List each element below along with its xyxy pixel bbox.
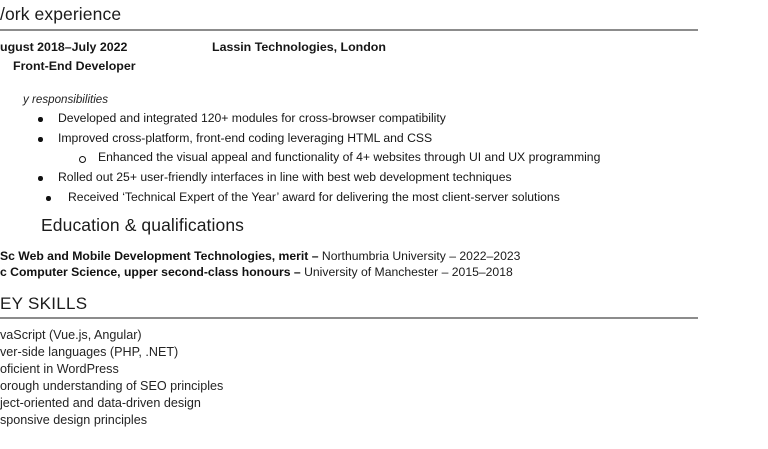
skill-item: sponsive design principles — [0, 413, 148, 427]
responsibility-item: Improved cross-platform, front-end coding leveraging HTML and CSS — [58, 131, 433, 145]
bullet-circle-icon — [79, 156, 86, 163]
skill-item: orough understanding of SEO principles — [0, 379, 224, 393]
work-entry-role: Front-End Developer — [13, 59, 136, 73]
responsibility-item: Rolled out 25+ user-friendly interfaces in line with best web development techniques — [58, 170, 512, 184]
work-entry-dates: ugust 2018–July 2022 — [0, 40, 128, 54]
skill-item: vaScript (Vue.js, Angular) — [0, 328, 142, 342]
education-institution: University of Manchester – 2015–2018 — [300, 265, 513, 279]
bullet-disc-icon — [38, 176, 43, 181]
key-skills-divider — [0, 317, 698, 319]
responsibility-subitem: Enhanced the visual appeal and functionality of 4+ websites through UI and UX programming — [98, 150, 601, 164]
work-experience-heading: /ork experience — [0, 4, 122, 24]
education-degree: Sc Web and Mobile Development Technologies, merit – — [0, 249, 319, 263]
bullet-disc-icon — [38, 137, 43, 142]
skill-item: oficient in WordPress — [0, 362, 119, 376]
responsibilities-label: y responsibilities — [23, 93, 109, 106]
education-heading: Education & qualifications — [41, 215, 245, 235]
education-entry — [0, 265, 513, 279]
key-skills-heading: EY SKILLS — [0, 294, 88, 313]
skill-item: ject-oriented and data-driven design — [0, 396, 201, 410]
responsibility-item: Developed and integrated 120+ modules for cross-browser compatibility — [58, 111, 446, 125]
bullet-disc-icon — [38, 117, 43, 122]
work-entry-company: Lassin Technologies, London — [212, 40, 386, 54]
bullet-disc-icon — [46, 196, 51, 201]
work-experience-divider — [0, 29, 698, 31]
education-degree: c Computer Science, upper second-class honours – — [0, 265, 301, 279]
education-institution: Northumbria University – 2022–2023 — [318, 249, 521, 263]
skill-item: ver-side languages (PHP, .NET) — [0, 345, 179, 359]
responsibility-item: Received ‘Technical Expert of the Year’ award for delivering the most client-server solutions — [68, 190, 560, 204]
education-entry — [0, 249, 520, 263]
